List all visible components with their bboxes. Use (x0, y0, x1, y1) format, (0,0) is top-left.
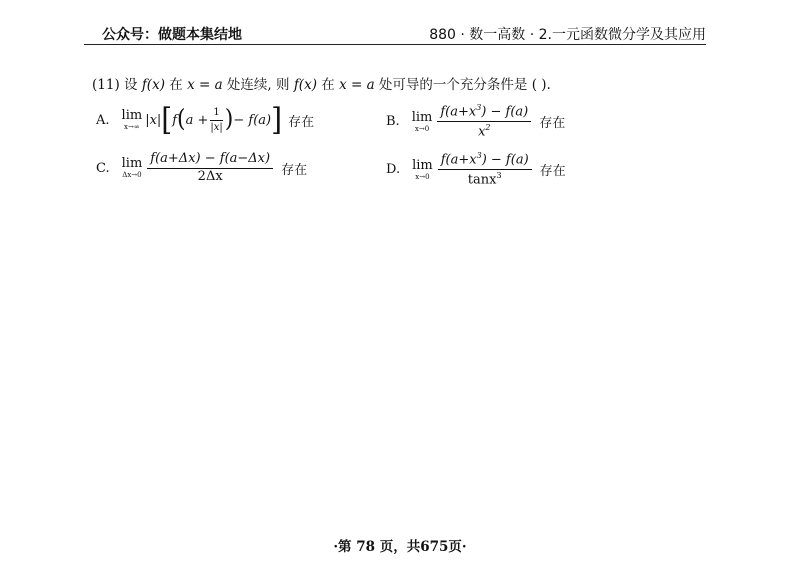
fraction-denominator: 2Δx (197, 168, 223, 184)
option-d-exists: 存在 (539, 164, 566, 180)
option-d-letter: D. (386, 162, 401, 178)
fraction-denominator (468, 170, 502, 188)
option-a-letter: A. (96, 112, 110, 128)
stem-text-4: 在 (321, 77, 335, 93)
numerator-part-2: ) − f(a) (481, 152, 529, 168)
stem-text-1: 设 (124, 77, 138, 93)
option-a-limit (122, 109, 143, 131)
option-a-f: f (172, 112, 178, 128)
limit-subscript: x→0 (415, 172, 430, 181)
left-bracket: [ (161, 101, 173, 138)
denominator-base: x (478, 124, 486, 140)
numerator-exponent: 3 (476, 151, 482, 160)
page-footer: ·第 78 页，共675页· (333, 539, 467, 555)
option-d-limit (412, 159, 433, 181)
option-b-limit (412, 111, 433, 133)
stem-text-3: 处连续, 则 (226, 77, 290, 93)
option-a-minus-fa: − f(a) (233, 112, 272, 128)
option-b-letter: B. (386, 114, 400, 130)
fraction-numerator (437, 103, 531, 122)
header-chapter: 880 · 数一高数 · 2.一元函数微分学及其应用 (429, 27, 706, 43)
fraction-denominator (478, 122, 490, 140)
numerator-exponent: 3 (476, 103, 482, 112)
denominator-base: tanx (467, 172, 497, 188)
option-c-exists: 存在 (281, 162, 308, 178)
header-source: 公众号：做题本集结地 (102, 27, 242, 43)
option-d-fraction (438, 151, 532, 189)
question-number: (11) (92, 77, 120, 93)
limit-subscript: x→0 (414, 124, 430, 133)
option-c-letter: C. (96, 160, 110, 176)
numerator-part-1: f(a+x (440, 152, 477, 168)
option-a[interactable] (96, 101, 315, 138)
numerator-part-2: ) − f(a) (481, 104, 529, 120)
limit-word: lim (121, 108, 143, 123)
stem-fx-2: f(x) (293, 77, 317, 93)
stem-cond-2: x = a (339, 77, 375, 93)
option-b-fraction (437, 103, 531, 141)
stem-fx-1: f(x) (141, 77, 165, 93)
denominator-exponent: 3 (496, 171, 502, 181)
option-a-fraction (210, 107, 222, 133)
option-b[interactable] (386, 103, 565, 141)
stem-text-2: 在 (169, 77, 183, 93)
fraction-denominator: |x| (210, 121, 223, 133)
page-header (84, 22, 706, 45)
option-b-exists: 存在 (539, 116, 566, 132)
limit-word: lim (411, 109, 433, 125)
limit-word: lim (121, 156, 143, 172)
right-bracket: ] (271, 101, 283, 138)
option-a-aplus: a + (185, 112, 209, 128)
stem-text-5: 处可导的一个充分条件是 ( ). (378, 77, 551, 93)
limit-subscript: x→∞ (124, 123, 140, 131)
right-paren: ) (224, 105, 234, 134)
option-c[interactable] (96, 152, 307, 185)
option-c-fraction (147, 152, 273, 185)
question-stem (92, 73, 551, 93)
fraction-numerator: 1 (210, 107, 222, 121)
left-paren: ( (177, 105, 186, 134)
denominator-exponent: 2 (485, 123, 491, 133)
limit-subscript: Δx→0 (122, 171, 142, 180)
option-a-abs-x: |x| (145, 112, 162, 128)
fraction-numerator: f(a+Δx) − f(a−Δx) (147, 152, 273, 169)
option-a-exists: 存在 (288, 114, 315, 130)
stem-cond-1: x = a (187, 77, 223, 93)
fraction-numerator (438, 151, 532, 170)
option-c-limit (122, 157, 143, 179)
option-d[interactable] (386, 151, 566, 189)
numerator-part-1: f(a+x (440, 104, 477, 120)
limit-word: lim (412, 157, 433, 173)
